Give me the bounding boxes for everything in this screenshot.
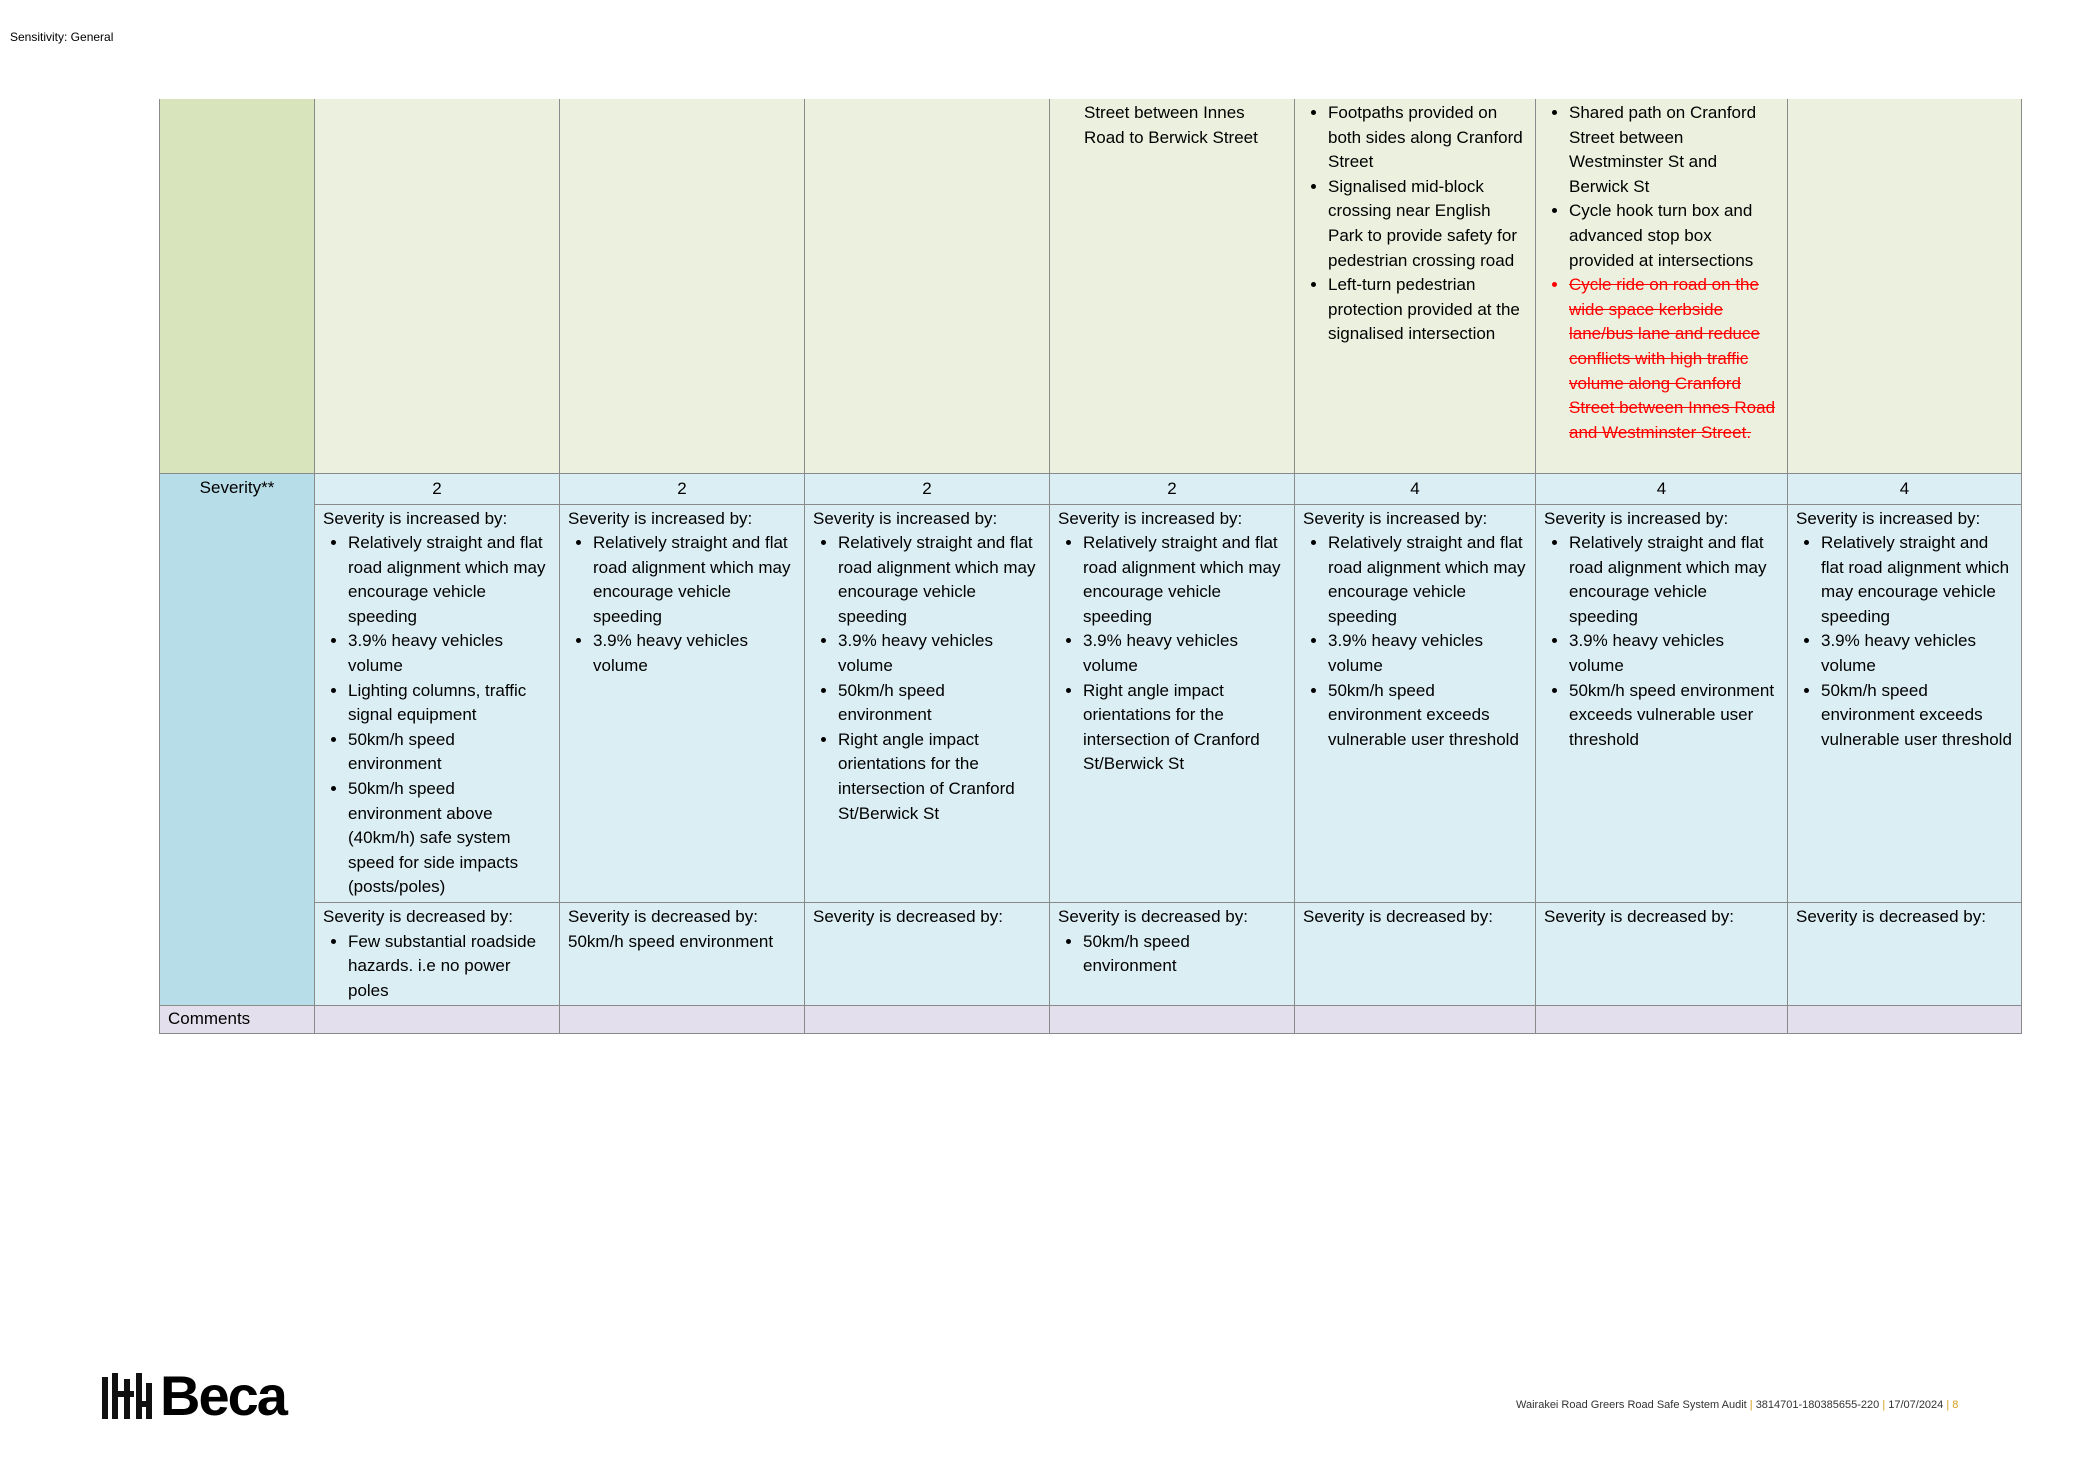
severity-decreased-cell [560, 903, 805, 1006]
treatment-cell [1788, 99, 2022, 473]
severity-decreased-cell [315, 903, 560, 1006]
increased-list [568, 531, 796, 679]
severity-score: 2 [560, 473, 805, 504]
increased-item: • 50km/h speed environment above (40km/h) safe system speed for side impacts (posts/poles) [348, 777, 551, 900]
increased-heading: Severity is increased by: [568, 508, 753, 528]
increased-heading: Severity is increased by: [323, 508, 508, 528]
footer-doc-number: 3814701-180385655-220 [1755, 1399, 1880, 1411]
decreased-heading: Severity is decreased by: [323, 907, 513, 926]
treatment-row [160, 99, 2022, 473]
increased-heading: Severity is increased by: [1544, 508, 1729, 528]
footer-date: 17/07/2024 [1888, 1399, 1944, 1411]
treatment-text: Street between Innes Road to Berwick Street [1084, 103, 1258, 147]
severity-increased-cell [1788, 504, 2022, 903]
severity-decreased-cell [1536, 903, 1788, 1006]
increased-item: • Right angle impact orientations for the intersection of Cranford St/Berwick St [1083, 679, 1286, 777]
comments-cell [805, 1006, 1050, 1034]
comments-cell [560, 1006, 805, 1034]
beca-mark-icon [102, 1373, 154, 1419]
decreased-item: • Few substantial roadside hazards. i.e no power poles [348, 930, 551, 1004]
decreased-item: • 50km/h speed environment [1083, 930, 1286, 979]
increased-heading: Severity is increased by: [1303, 508, 1488, 528]
severity-increased-row [160, 504, 2022, 903]
increased-item: • Lighting columns, traffic signal equipment [348, 679, 551, 728]
severity-increased-cell [805, 504, 1050, 903]
increased-list [1796, 531, 2013, 752]
severity-increased-cell [315, 504, 560, 903]
treatment-cell [1295, 99, 1536, 473]
increased-list [1544, 531, 1779, 752]
safe-system-audit-table [159, 99, 2022, 1034]
increased-item: • Right angle impact orientations for the intersection of Cranford St/Berwick St [838, 728, 1041, 826]
treatment-cell [315, 99, 560, 473]
treatment-item: • Signalised mid-block crossing near English Park to provide safety for pedestrian crossing road [1328, 175, 1527, 273]
decreased-list [323, 930, 551, 1004]
increased-heading: Severity is increased by: [1058, 508, 1243, 528]
increased-item: • Relatively straight and flat road alignment which may encourage vehicle speeding [593, 531, 796, 629]
severity-score: 4 [1295, 473, 1536, 504]
severity-increased-cell [1295, 504, 1536, 903]
decreased-list [1058, 930, 1286, 979]
severity-score: 4 [1788, 473, 2022, 504]
comments-cell [1536, 1006, 1788, 1034]
footer-separator: | [1946, 1399, 1953, 1411]
severity-decreased-cell [805, 903, 1050, 1006]
footer-page-number: 8 [1952, 1399, 1959, 1411]
treatment-item: • Cycle hook turn box and advanced stop box provided at intersections [1569, 199, 1779, 273]
decreased-heading: Severity is decreased by: [1796, 907, 1986, 926]
severity-increased-cell [1050, 504, 1295, 903]
increased-heading: Severity is increased by: [813, 508, 998, 528]
severity-increased-cell [560, 504, 805, 903]
severity-score: 2 [805, 473, 1050, 504]
sensitivity-label: Sensitivity: General [10, 30, 114, 44]
increased-list [813, 531, 1041, 826]
increased-item: • 3.9% heavy vehicles volume [1083, 629, 1286, 678]
treatment-list [1303, 101, 1527, 347]
treatment-item: • Footpaths provided on both sides along Cranford Street [1328, 101, 1527, 175]
increased-item: • Relatively straight and flat road alignment which may encourage vehicle speeding [1083, 531, 1286, 629]
severity-decreased-row [160, 903, 2022, 1006]
severity-score-row [160, 473, 2022, 504]
increased-item: • 3.9% heavy vehicles volume [838, 629, 1041, 678]
increased-item: • 3.9% heavy vehicles volume [1328, 629, 1527, 678]
deleted-treatment-item: • Cycle ride on road on the wide space kerbside lane/bus lane and reduce conflicts with high traffic volume along Cranford Street between Innes Road and Westminster Street. [1569, 273, 1779, 445]
increased-list [323, 531, 551, 900]
decreased-heading: Severity is decreased by: [813, 907, 1003, 926]
increased-heading: Severity is increased by: [1796, 508, 1981, 528]
treatment-cell [1050, 99, 1295, 473]
decreased-heading: Severity is decreased by: [568, 907, 758, 926]
severity-decreased-cell [1050, 903, 1295, 1006]
treatment-cell [805, 99, 1050, 473]
severity-increased-cell [1536, 504, 1788, 903]
treatment-cell [560, 99, 805, 473]
comments-cell [1050, 1006, 1295, 1034]
severity-label: Severity** [160, 473, 315, 1006]
increased-item: • 50km/h speed environment [348, 728, 551, 777]
severity-score: 2 [315, 473, 560, 504]
decreased-heading: Severity is decreased by: [1303, 907, 1493, 926]
increased-item: • 50km/h speed environment [838, 679, 1041, 728]
beca-logo-text: Beca [160, 1364, 286, 1427]
treatment-cell [1536, 99, 1788, 473]
increased-list [1303, 531, 1527, 752]
increased-item: • Relatively straight and flat road alignment which may encourage vehicle speeding [1328, 531, 1527, 629]
increased-item: • 3.9% heavy vehicles volume [1821, 629, 2013, 678]
severity-decreased-cell [1788, 903, 2022, 1006]
increased-item: • Relatively straight and flat road alignment which may encourage vehicle speeding [348, 531, 551, 629]
severity-score: 2 [1050, 473, 1295, 504]
increased-item: • 50km/h speed environment exceeds vulnerable user threshold [1569, 679, 1779, 753]
increased-item: • 3.9% heavy vehicles volume [1569, 629, 1779, 678]
comments-label: Comments [160, 1006, 315, 1034]
increased-item: • 3.9% heavy vehicles volume [593, 629, 796, 678]
increased-item: • Relatively straight and flat road alignment which may encourage vehicle speeding [1821, 531, 2013, 629]
severity-decreased-cell [1295, 903, 1536, 1006]
increased-item: • 50km/h speed environment exceeds vulnerable user threshold [1821, 679, 2013, 753]
severity-score: 4 [1536, 473, 1788, 504]
treatment-item: • Left-turn pedestrian protection provided at the signalised intersection [1328, 273, 1527, 347]
decreased-text: 50km/h speed environment [568, 931, 774, 951]
treatment-item: • Shared path on Cranford Street between Westminster St and Berwick St [1569, 101, 1779, 199]
comments-cell [1295, 1006, 1536, 1034]
increased-item: • Relatively straight and flat road alignment which may encourage vehicle speeding [1569, 531, 1779, 629]
footer-separator: | [1882, 1399, 1889, 1411]
comments-cell [315, 1006, 560, 1034]
decreased-heading: Severity is decreased by: [1058, 907, 1248, 926]
increased-list [1058, 531, 1286, 777]
treatment-list [1544, 101, 1779, 445]
footer-separator: | [1749, 1399, 1756, 1411]
comments-row [160, 1006, 2022, 1034]
decreased-heading: Severity is decreased by: [1544, 907, 1734, 926]
comments-cell [1788, 1006, 2022, 1034]
beca-logo [102, 1364, 286, 1427]
page-footer [1516, 1399, 1958, 1411]
increased-item: • 50km/h speed environment exceeds vulnerable user threshold [1328, 679, 1527, 753]
increased-item: • Relatively straight and flat road alignment which may encourage vehicle speeding [838, 531, 1041, 629]
increased-item: • 3.9% heavy vehicles volume [348, 629, 551, 678]
footer-project: Wairakei Road Greers Road Safe System Audit [1516, 1399, 1747, 1411]
treatment-row-label-cell [160, 99, 315, 473]
